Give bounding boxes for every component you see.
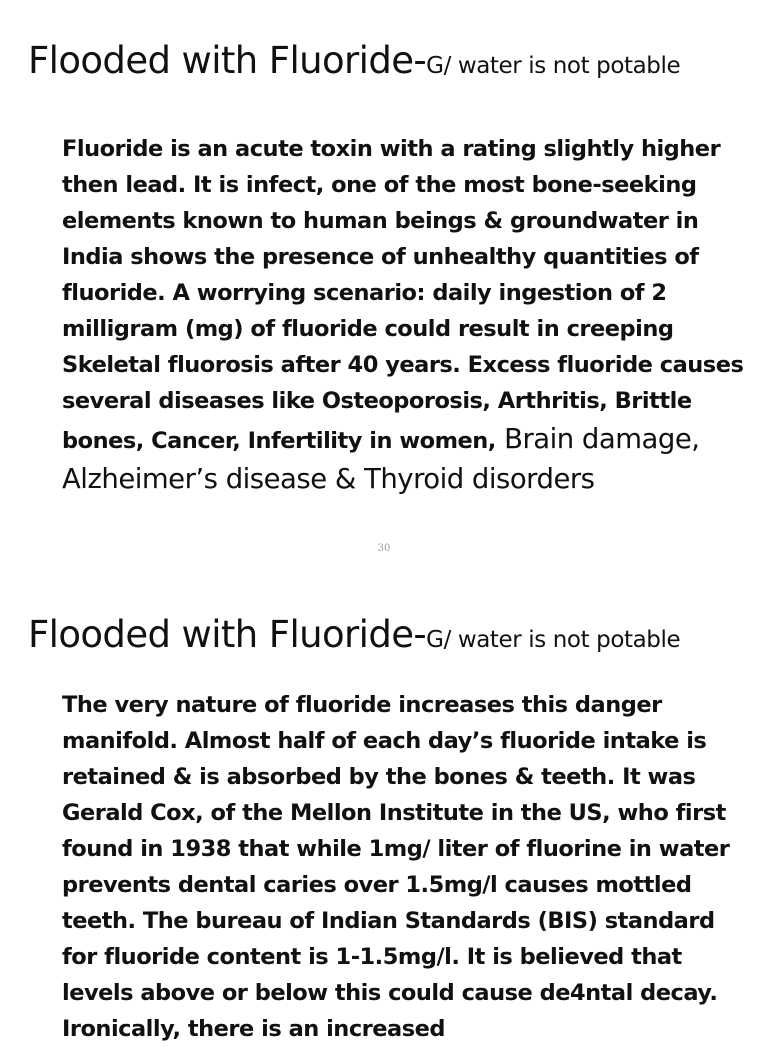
body-bold-text: The very nature of fluoride increases this danger manifold. Almost half of each day’s fluoride intake is retained & is absorbed by the bones & teeth. It was Gerald Cox, of the Mellon Institute in the US, who first found in 1938 that while 1mg/ liter of fluorine in water prevents dental caries over 1.5mg/l causes mottled teeth. The bureau of Indian Standards (BIS) standard for fluoride content is 1-1.5mg/l. It is believed that levels above or below this could cause de4ntal decay. Ironically, there is an increased — [62, 692, 730, 1042]
title-main: Flooded with Fluoride- — [28, 39, 427, 82]
slide-title — [28, 39, 681, 82]
slide-body — [62, 687, 752, 1047]
slide-31 — [0, 572, 768, 1042]
title-subtitle: G/ water is not potable — [426, 53, 681, 79]
slide-body — [62, 131, 752, 499]
title-main: Flooded with Fluoride- — [28, 613, 427, 656]
body-bold-text: Fluoride is an acute toxin with a rating slightly higher then lead. It is infect, one of the most bone-seeking elements known to human beings & groundwater in India shows the presence of unhealthy quantities of fluoride. A worrying scenario: daily ingestion of 2 milligram (mg) of fluoride could result in creeping Skeletal fluorosis after 40 years. Excess fluoride causes several diseases like Osteoporosis, Arthritis, Brittle bones, Cancer, Infertility in women, — [62, 136, 744, 454]
slide-title — [28, 613, 681, 656]
slide-number: 30 — [377, 543, 391, 554]
body-normal-text: Brain damage, Alzheimer’s disease & Thyroid disorders — [62, 423, 700, 495]
title-subtitle: G/ water is not potable — [426, 627, 681, 653]
